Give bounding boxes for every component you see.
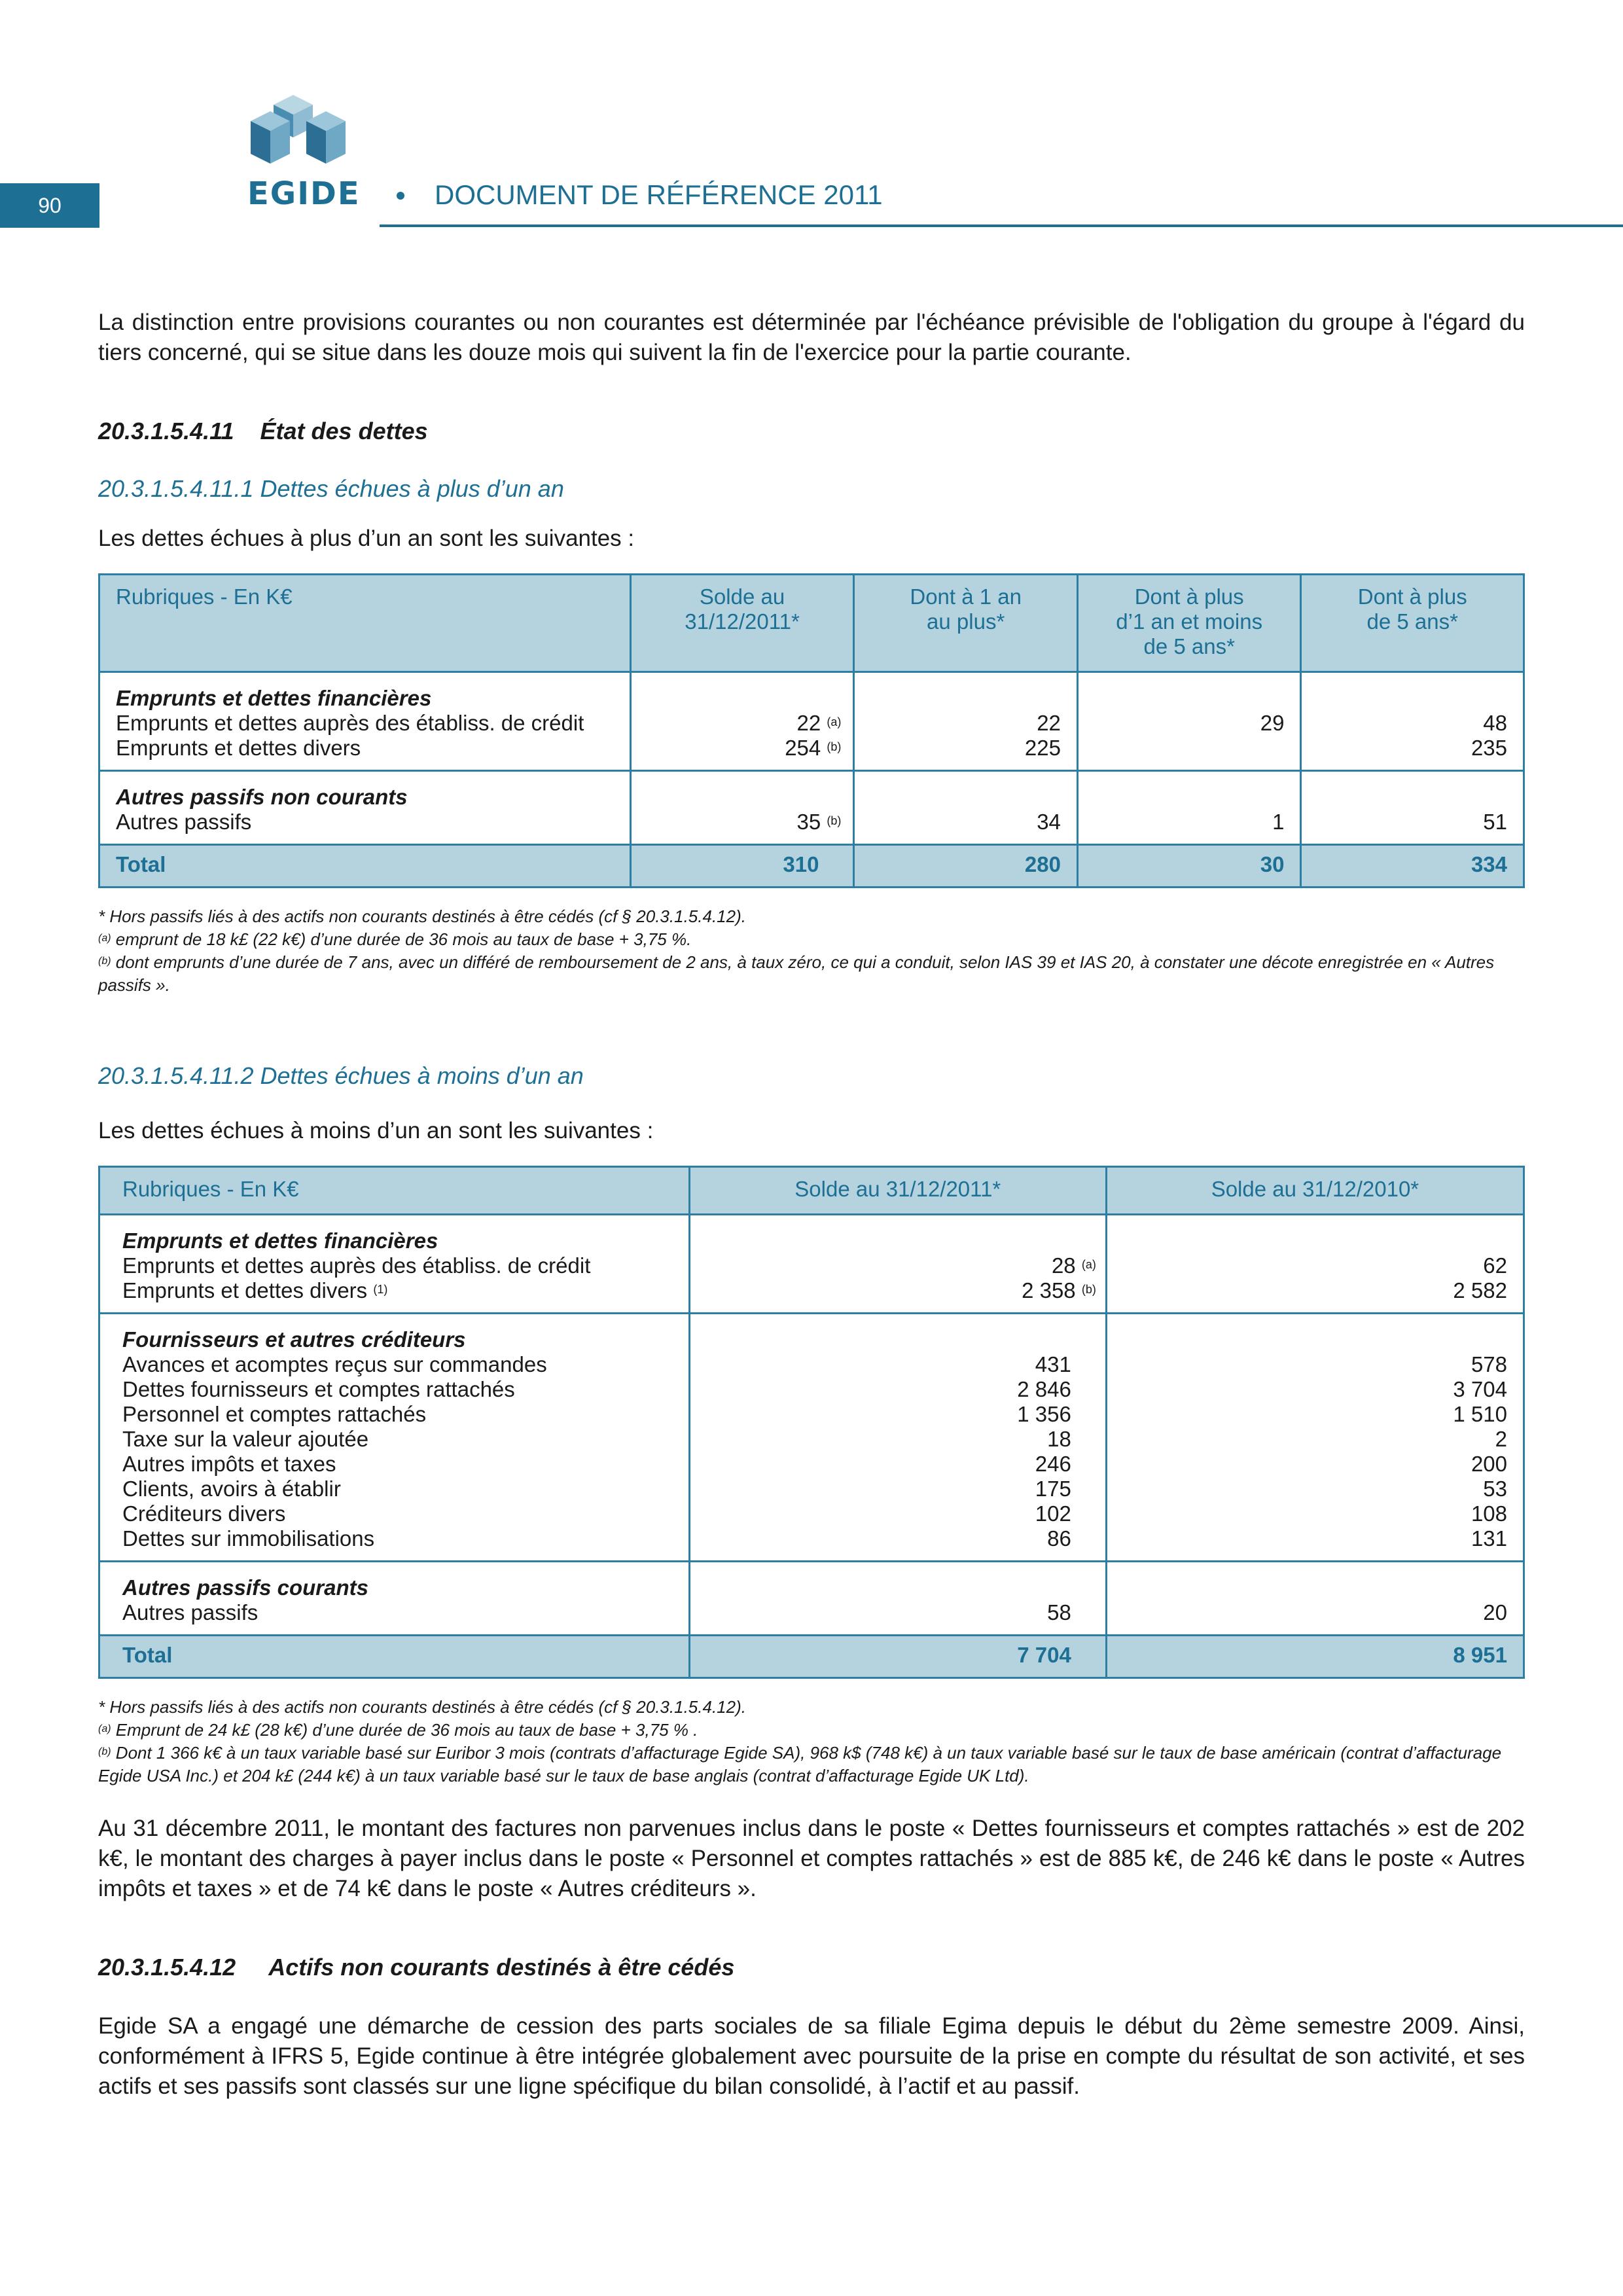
- table-row: [99, 672, 1524, 771]
- total-value: 30: [1077, 845, 1301, 888]
- total-row: [99, 1636, 1524, 1678]
- header-bullet: [397, 192, 404, 200]
- cell-value: 22: [1037, 711, 1061, 735]
- section-title: Actifs non courants destinés à être cédés: [268, 1954, 735, 1981]
- cell-value: 3 704: [1453, 1377, 1507, 1401]
- row-label: Créditeurs divers: [122, 1501, 286, 1526]
- footnote-mark: (a): [1081, 1258, 1096, 1271]
- total-label: Total: [99, 845, 631, 888]
- cell-value: 2: [1495, 1427, 1507, 1451]
- egide-cubes-logo-icon: [247, 85, 368, 173]
- table-row: [99, 771, 1524, 845]
- row-label: Emprunts et dettes auprès des établiss. de crédit: [122, 1253, 591, 1278]
- footnote: $^{(a)}$ emprunt de 18 k£ (22 k€) d’une durée de 36 mois au taux de base + 3,75 %.: [98, 929, 692, 949]
- long-term-debts-table: [98, 573, 1525, 888]
- cell-value: 18: [1047, 1427, 1071, 1451]
- row-label: Personnel et comptes rattachés: [122, 1402, 427, 1426]
- total-value: 8 951: [1106, 1636, 1524, 1678]
- footnote: $^{(b)}$ Dont 1 366 k€ à un taux variable basé sur Euribor 3 mois (contrats d’affacturage Egide SA), 968 k$ (748 k€) à un taux variable basé sur le taux de base américain (contrat d’affacturage Egide USA Inc.) et 204 k£ (244 k€) à un taux variable basé sur le taux de base anglais (contrat d’affacturage Egide UK Ltd).: [98, 1743, 1502, 1785]
- cell-value: 51: [1483, 810, 1507, 834]
- column-header: Solde au 31/12/2011*: [630, 575, 854, 672]
- lead-text: Les dettes échues à moins d’un an sont les suivantes :: [98, 1118, 654, 1143]
- column-header: Solde au 31/12/2011*: [689, 1167, 1106, 1215]
- closing-paragraph: Au 31 décembre 2011, le montant des factures non parvenues inclus dans le poste « Dettes fournisseurs et comptes rattachés » est de 202 k€, le montant des charges à payer inclus dans le poste « Personnel et comptes rattachés » est de 885 k€, de 246 k€ dans le poste « Autres impôts et taxes » et de 74 k€ dans le poste « Autres créditeurs ».: [98, 1816, 1525, 1901]
- cell-value: 2 582: [1453, 1278, 1507, 1302]
- group-title: Emprunts et dettes financières: [122, 1229, 438, 1253]
- document-title: DOCUMENT DE RÉFÉRENCE 2011: [435, 179, 883, 210]
- cell-value: 20: [1483, 1600, 1507, 1624]
- subsection-heading-long-term: 20.3.1.5.4.11.1 Dettes échues à plus d’un an: [98, 475, 564, 502]
- table-row: [99, 1215, 1524, 1314]
- footnote-mark: (b): [827, 814, 842, 827]
- column-header: Dont à plus d’1 an et moins de 5 ans*: [1077, 575, 1301, 672]
- row-label: Emprunts et dettes divers: [116, 736, 361, 760]
- cell-value: 1 356: [1017, 1402, 1071, 1426]
- column-header: Rubriques - En K€: [99, 1167, 690, 1215]
- footnote-mark: (b): [827, 740, 842, 753]
- column-header: Rubriques - En K€: [99, 575, 631, 672]
- footnote: * Hors passifs liés à des actifs non courants destinés à être cédés (cf § 20.3.1.5.4.12).: [98, 906, 746, 926]
- total-value: 310: [630, 845, 854, 888]
- cell-value: 246: [1035, 1452, 1071, 1476]
- table-row: [99, 1562, 1524, 1636]
- cell-value: 102: [1035, 1501, 1071, 1526]
- column-header: Solde au 31/12/2010*: [1106, 1167, 1524, 1215]
- page-number: 90: [0, 183, 99, 228]
- cell-value: 225: [1024, 736, 1061, 760]
- cell-value: 254: [785, 736, 821, 760]
- total-value: 7 704: [689, 1636, 1106, 1678]
- column-header: Dont à plus de 5 ans*: [1301, 575, 1524, 672]
- footnote: $^{(b)}$ dont emprunts d’une durée de 7 ans, avec un différé de remboursement de 2 ans, à taux zéro, ce qui a conduit, selon IAS 39 et IAS 20, à constater une décote enregistrée en « Autres passifs ».: [98, 952, 1495, 995]
- cell-value: 131: [1471, 1526, 1507, 1551]
- cell-value: 86: [1047, 1526, 1071, 1551]
- assets-held-for-sale-paragraph: Egide SA a engagé une démarche de cession des parts sociales de sa filiale Egima depuis le début du 2ème semestre 2009. Ainsi, conformément à IFRS 5, Egide continue à être intégrée globalement avec poursuite de la prise en compte du résultat de son activité, et ses actifs et ses passifs sont classés sur une ligne spécifique du bilan consolidé, à l’actif et au passif.: [98, 2013, 1525, 2099]
- cell-value: 2 358: [1022, 1278, 1076, 1302]
- cell-value: 22: [796, 711, 821, 735]
- footnote-mark: (a): [827, 715, 842, 728]
- cell-value: 34: [1037, 810, 1061, 834]
- cell-value: 62: [1483, 1253, 1507, 1278]
- cell-value: 58: [1047, 1600, 1071, 1624]
- cell-value: 28: [1051, 1253, 1076, 1278]
- logo-text: EGIDE: [247, 175, 361, 212]
- group-title: Autres passifs courants: [122, 1575, 368, 1600]
- lead-text: Les dettes échues à plus d’un an sont les suivantes :: [98, 526, 635, 551]
- header-rule: [380, 224, 1623, 227]
- cell-value: 29: [1260, 711, 1285, 735]
- section-heading-11: [98, 418, 1525, 445]
- table-row: [99, 1314, 1524, 1562]
- group-title: Emprunts et dettes financières: [116, 686, 432, 710]
- row-label: Dettes fournisseurs et comptes rattachés: [122, 1377, 515, 1401]
- section-number: 20.3.1.5.4.12: [98, 1954, 236, 1981]
- row-label: Autres passifs: [116, 810, 252, 834]
- cell-value: 175: [1035, 1477, 1071, 1501]
- cell-value: 578: [1471, 1352, 1507, 1376]
- total-row: [99, 845, 1524, 888]
- group-title: Autres passifs non courants: [116, 785, 408, 809]
- subsection-heading-short-term: 20.3.1.5.4.11.2 Dettes échues à moins d’un an: [98, 1062, 584, 1089]
- row-label: Taxe sur la valeur ajoutée: [122, 1427, 369, 1451]
- cell-value: 431: [1035, 1352, 1071, 1376]
- cell-value: 1 510: [1453, 1402, 1507, 1426]
- row-label: Autres passifs: [122, 1600, 259, 1624]
- row-label: Dettes sur immobilisations: [122, 1526, 375, 1551]
- cell-value: 1: [1272, 810, 1285, 834]
- total-label: Total: [99, 1636, 690, 1678]
- footnotes-long-term: [98, 905, 1525, 997]
- cell-value: 108: [1471, 1501, 1507, 1526]
- footnote-mark: (1): [373, 1283, 388, 1296]
- footnote: $^{(a)}$ Emprunt de 24 k£ (28 k€) d’une durée de 36 mois au taux de base + 3,75 % .: [98, 1720, 698, 1740]
- section-title: État des dettes: [260, 418, 428, 444]
- row-label: Autres impôts et taxes: [122, 1452, 336, 1476]
- footnote: * Hors passifs liés à des actifs non courants destinés à être cédés (cf § 20.3.1.5.4.12).: [98, 1697, 746, 1717]
- row-label: Emprunts et dettes divers: [122, 1278, 368, 1302]
- cell-value: 53: [1483, 1477, 1507, 1501]
- group-title: Fournisseurs et autres créditeurs: [122, 1327, 466, 1352]
- total-value: 280: [854, 845, 1078, 888]
- cell-value: 35: [796, 810, 821, 834]
- row-label: Avances et acomptes reçus sur commandes: [122, 1352, 547, 1376]
- cell-value: 48: [1483, 711, 1507, 735]
- section-number: 20.3.1.5.4.11: [98, 418, 234, 444]
- cell-value: 235: [1471, 736, 1507, 760]
- short-term-debts-table: [98, 1166, 1525, 1679]
- intro-paragraph: La distinction entre provisions courantes ou non courantes est déterminée par l'échéance prévisible de l'obligation du groupe à l'égard du tiers concerné, qui se situe dans les douze mois qui suivent la fin de l'exercice pour la partie courante.: [98, 310, 1525, 365]
- footnote-mark: (b): [1081, 1283, 1096, 1296]
- section-heading-12: [98, 1954, 1525, 1981]
- cell-value: 2 846: [1017, 1377, 1071, 1401]
- column-header: Dont à 1 an au plus*: [854, 575, 1078, 672]
- page-content: [98, 308, 1525, 2102]
- footnotes-short-term: [98, 1696, 1525, 1787]
- total-value: 334: [1301, 845, 1524, 888]
- row-label: Clients, avoirs à établir: [122, 1477, 341, 1501]
- row-label: Emprunts et dettes auprès des établiss. de crédit: [116, 711, 584, 735]
- cell-value: 200: [1471, 1452, 1507, 1476]
